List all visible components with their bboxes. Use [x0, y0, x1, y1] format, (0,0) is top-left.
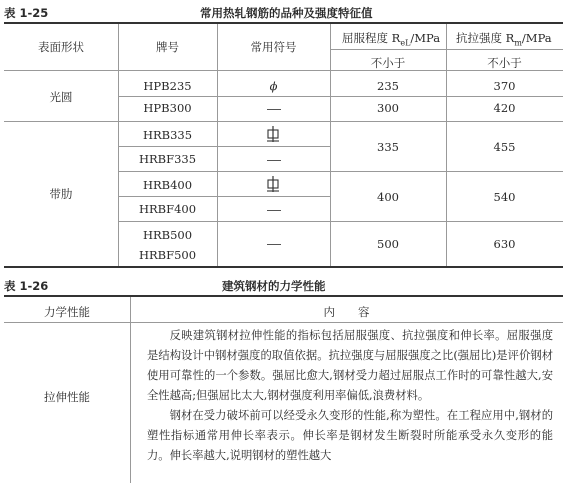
- grade-hrb335: HRB335: [142, 128, 193, 142]
- shape-ribbed: 带肋: [49, 187, 73, 201]
- symbol-hpb235: ϕ: [269, 79, 278, 93]
- table2-header-rule: [4, 322, 563, 323]
- header-subrule: [330, 49, 563, 50]
- symbol-dash-hrb500: [267, 244, 281, 245]
- header-tensile: 抗拉强度 $R_m$/MPa: [456, 31, 552, 48]
- header-bottom-rule: [4, 70, 563, 71]
- grade-hrb400: HRB400: [142, 178, 193, 192]
- table2-top-rule: [4, 295, 563, 297]
- table2-number: 表 1-26: [4, 279, 49, 293]
- shape-plain-round: 光圆: [49, 90, 73, 104]
- yield-hrb335: 335: [377, 140, 399, 154]
- row-rule: [118, 96, 563, 97]
- table2-vline: [130, 297, 131, 483]
- property-tensile: 拉伸性能: [44, 390, 90, 404]
- row-rule: [118, 146, 330, 147]
- group-rule: [4, 121, 563, 122]
- header-symbol: 常用符号: [250, 40, 297, 54]
- table1-title: 常用热轧钢筋的品种及强度特征值: [200, 6, 373, 20]
- grade-hrbf335: HRBF335: [138, 152, 197, 166]
- grade-hrb500: HRB500: [142, 228, 193, 242]
- grade-hrbf400: HRBF400: [138, 202, 197, 216]
- symbol-dash-hrbf335: [267, 160, 281, 161]
- header-tensile-min: 不小于: [487, 56, 522, 70]
- tensile-hrb335: 455: [493, 140, 516, 154]
- table1-number: 表 1-25: [4, 6, 49, 20]
- symbol-dash-hpb300: [267, 109, 281, 110]
- tensile-hrb500: 630: [493, 237, 516, 251]
- table2-title: 建筑钢材的力学性能: [222, 279, 326, 293]
- header-grade: 牌号: [156, 40, 179, 54]
- header-yield-min: 不小于: [370, 56, 406, 70]
- tensile-hpb300: 420: [493, 101, 516, 115]
- grade-hrbf500: HRBF500: [138, 248, 197, 262]
- yield-hpb300: 300: [377, 101, 399, 115]
- header-property: 力学性能: [44, 305, 90, 319]
- table1-top-rule: [4, 22, 563, 24]
- paragraph-2: 钢材在受力破坏前可以经受永久变形的性能,称为塑性。在工程应用中,钢材的塑性指标通常用伸长率表示。伸长率是钢材发生断裂时所能承受永久变形的能力。伸长率越大,说明钢材的塑性越大: [147, 409, 553, 462]
- table1-bottom-rule: [4, 266, 563, 268]
- yield-hpb235: 235: [377, 79, 399, 93]
- paragraph-1: 反映建筑钢材拉伸性能的指标包括屈服强度、抗拉强度和伸长率。屈服强度是结构设计中钢材强度的取值依据。抗拉强度与屈服强度之比(强屈比)是评价钢材使用可靠性的一个参数。强屈比愈大,钢材受力超过屈服点工作时的可靠性越大,安全性越高;但强屈比太大,钢材强度利用率偏低,浪费材料。: [147, 329, 553, 402]
- tensile-hrb400: 540: [493, 190, 516, 204]
- tensile-hpb235: 370: [493, 79, 516, 93]
- yield-hrb500: 500: [377, 237, 399, 251]
- tensile-description: [147, 326, 553, 466]
- grade-hpb300: HPB300: [143, 101, 192, 115]
- yield-hrb400: 400: [377, 190, 399, 204]
- row-rule: [118, 171, 563, 172]
- header-yield: 屈服程度 $R_{eL}$/MPa: [342, 31, 441, 48]
- grade-hpb235: HPB235: [143, 79, 192, 93]
- header-content: 内 容: [323, 305, 370, 319]
- header-shape: 表面形状: [38, 40, 84, 54]
- symbol-hrb335: [266, 126, 280, 145]
- symbol-hrb400: [266, 176, 280, 195]
- symbol-dash-hrbf400: [267, 210, 281, 211]
- row-rule: [118, 196, 330, 197]
- row-rule: [118, 221, 563, 222]
